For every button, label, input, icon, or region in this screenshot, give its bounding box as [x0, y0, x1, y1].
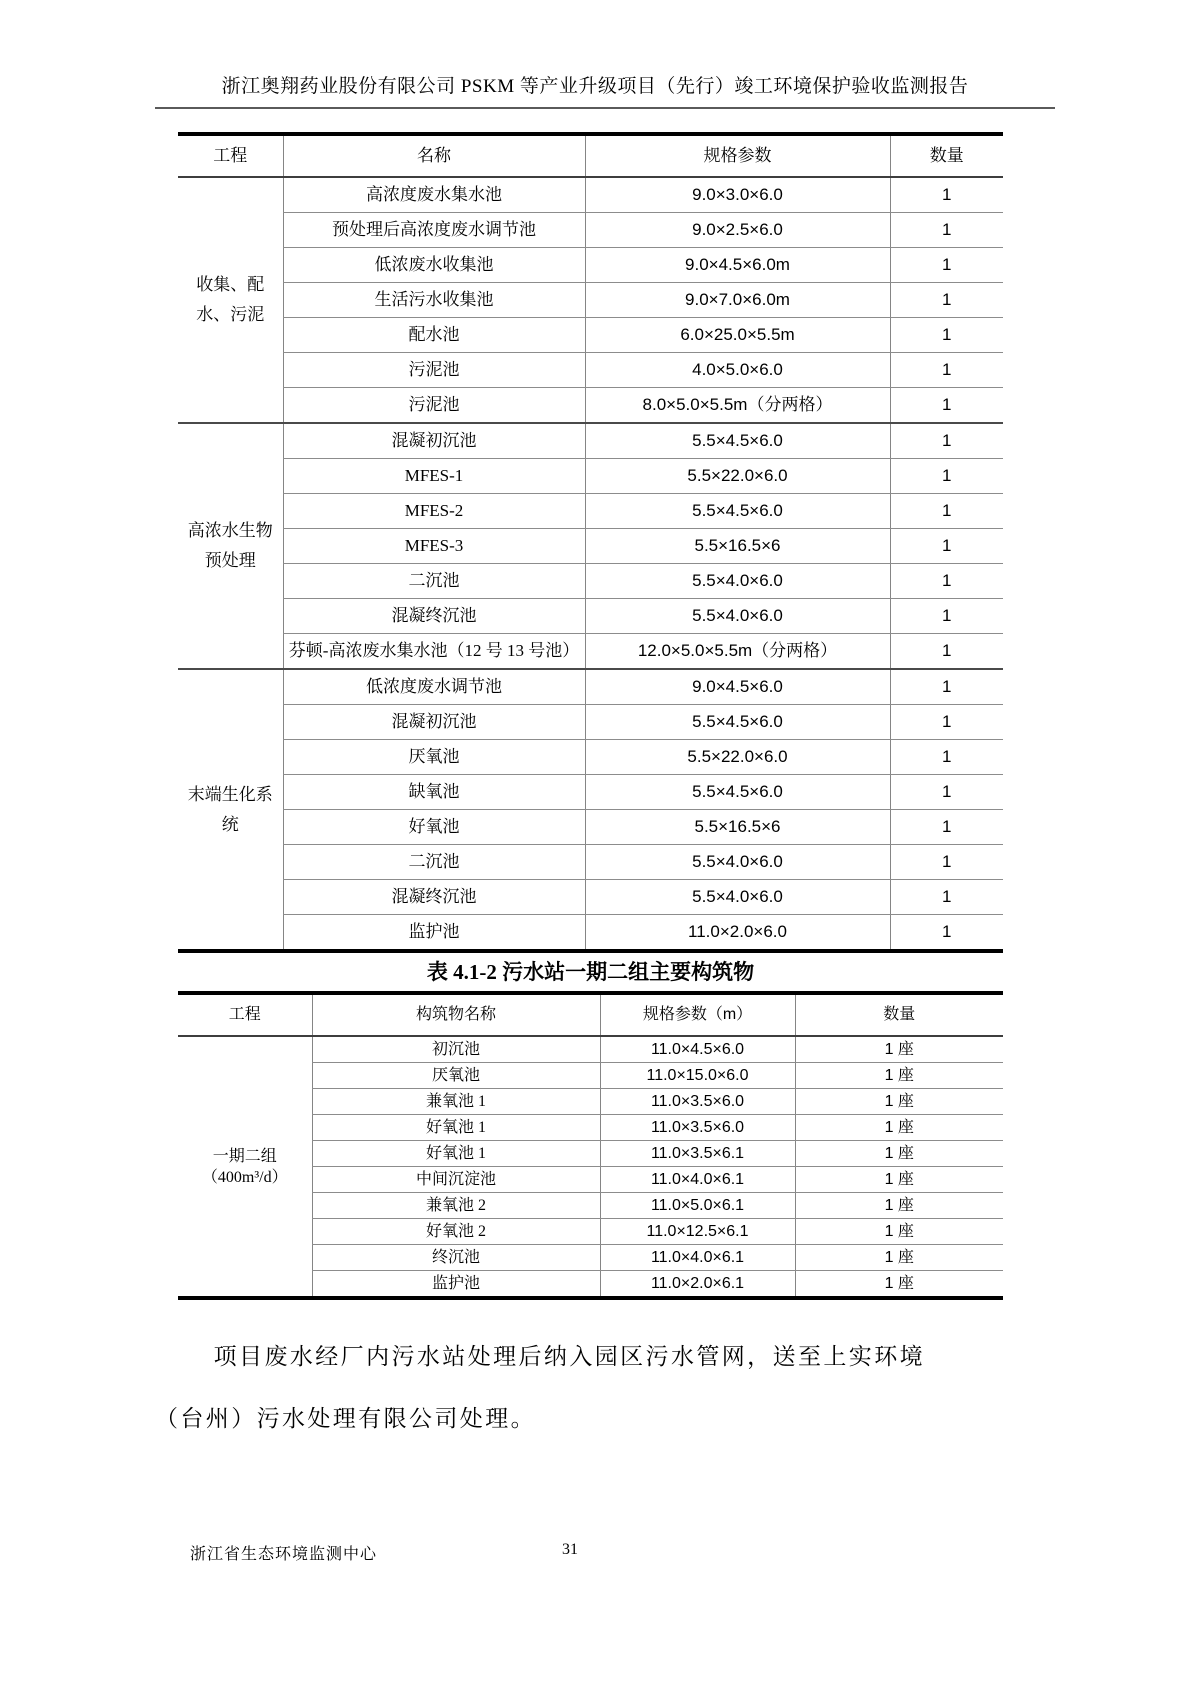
name-cell: 好氧池 1	[312, 1115, 600, 1141]
spec-cell: 11.0×4.0×6.1	[600, 1167, 795, 1193]
page-header-title: 浙江奥翔药业股份有限公司 PSKM 等产业升级项目（先行）竣工环境保护验收监测报告	[221, 76, 969, 97]
table2-title: 表 4.1-2 污水站一期二组主要构筑物	[426, 960, 755, 984]
qty-cell: 1	[890, 845, 1003, 880]
qty-cell: 1	[890, 529, 1003, 564]
spec-cell: 11.0×5.0×6.1	[600, 1193, 795, 1219]
qty-cell: 1	[890, 564, 1003, 599]
name-cell: 缺氧池	[283, 775, 585, 810]
spec-cell: 11.0×3.5×6.0	[600, 1089, 795, 1115]
spec-cell: 6.0×25.0×5.5m	[585, 318, 890, 353]
name-cell: 混凝初沉池	[283, 423, 585, 459]
spec-cell: 11.0×2.0×6.1	[600, 1271, 795, 1299]
spec-cell: 5.5×4.0×6.0	[585, 599, 890, 634]
name-cell: 好氧池	[283, 810, 585, 845]
table-row	[178, 740, 1003, 775]
table-row	[178, 1036, 1003, 1063]
table-row	[178, 283, 1003, 318]
column-header-project: 工程	[178, 134, 283, 177]
spec-cell: 9.0×2.5×6.0	[585, 213, 890, 248]
name-cell: MFES-3	[283, 529, 585, 564]
name-cell: 兼氧池 1	[312, 1089, 600, 1115]
name-cell: 二沉池	[283, 564, 585, 599]
spec-cell: 8.0×5.0×5.5m（分两格）	[585, 388, 890, 424]
name-cell: MFES-1	[283, 459, 585, 494]
spec-cell: 5.5×4.5×6.0	[585, 705, 890, 740]
qty-cell: 1 座	[795, 1063, 1003, 1089]
spec-cell: 9.0×4.5×6.0m	[585, 248, 890, 283]
spec-cell: 12.0×5.0×5.5m（分两格）	[585, 634, 890, 670]
qty-cell: 1	[890, 388, 1003, 424]
spec-cell: 5.5×4.5×6.0	[585, 423, 890, 459]
spec-cell: 5.5×4.0×6.0	[585, 880, 890, 915]
footer-organization: 浙江省生态环境监测中心	[190, 1546, 378, 1563]
table-row	[178, 529, 1003, 564]
qty-cell: 1	[890, 669, 1003, 705]
qty-cell: 1 座	[795, 1115, 1003, 1141]
table-row	[178, 388, 1003, 424]
name-cell: 低浓废水收集池	[283, 248, 585, 283]
spec-cell: 5.5×16.5×6	[585, 529, 890, 564]
qty-cell: 1	[890, 494, 1003, 529]
table-row	[178, 318, 1003, 353]
project-group-label: 末端生化系统	[178, 669, 283, 951]
name-cell: 好氧池 2	[312, 1219, 600, 1245]
qty-cell: 1	[890, 353, 1003, 388]
name-cell: 厌氧池	[283, 740, 585, 775]
spec-cell: 5.5×22.0×6.0	[585, 459, 890, 494]
qty-cell: 1 座	[795, 1036, 1003, 1063]
header-rule	[155, 107, 1055, 109]
table-row	[178, 353, 1003, 388]
column-header-project: 工程	[178, 993, 312, 1036]
qty-cell: 1	[890, 634, 1003, 670]
name-cell: 配水池	[283, 318, 585, 353]
spec-cell: 5.5×4.5×6.0	[585, 494, 890, 529]
table-row	[178, 494, 1003, 529]
table-row	[178, 775, 1003, 810]
qty-cell: 1	[890, 177, 1003, 213]
table-header-row	[178, 134, 1003, 177]
footer-page-number: 31	[562, 1541, 578, 1558]
project-group-label: 高浓水生物预处理	[178, 423, 283, 669]
spec-cell: 9.0×3.0×6.0	[585, 177, 890, 213]
column-header-spec: 规格参数	[585, 134, 890, 177]
table-row	[178, 705, 1003, 740]
table-row	[178, 634, 1003, 670]
spec-cell: 11.0×2.0×6.0	[585, 915, 890, 952]
name-cell: 终沉池	[312, 1245, 600, 1271]
table-row	[178, 248, 1003, 283]
table-row	[178, 213, 1003, 248]
name-cell: 监护池	[283, 915, 585, 952]
spec-cell: 5.5×22.0×6.0	[585, 740, 890, 775]
spec-cell: 11.0×4.0×6.1	[600, 1245, 795, 1271]
name-cell: 兼氧池 2	[312, 1193, 600, 1219]
qty-cell: 1	[890, 915, 1003, 952]
column-header-qty: 数量	[890, 134, 1003, 177]
table-row	[178, 915, 1003, 952]
name-cell: 芬顿-高浓废水集水池（12 号 13 号池）	[283, 634, 585, 670]
table-row	[178, 564, 1003, 599]
qty-cell: 1	[890, 248, 1003, 283]
table-header-row	[178, 993, 1003, 1036]
spec-cell: 5.5×16.5×6	[585, 810, 890, 845]
table-main-structures	[178, 132, 1003, 953]
table-row	[178, 880, 1003, 915]
spec-cell: 11.0×3.5×6.0	[600, 1115, 795, 1141]
spec-cell: 5.5×4.0×6.0	[585, 564, 890, 599]
column-header-spec: 规格参数（m）	[600, 993, 795, 1036]
qty-cell: 1	[890, 775, 1003, 810]
qty-cell: 1	[890, 213, 1003, 248]
qty-cell: 1	[890, 423, 1003, 459]
name-cell: MFES-2	[283, 494, 585, 529]
column-header-qty: 数量	[795, 993, 1003, 1036]
project-group-label: 收集、配水、污泥	[178, 177, 283, 423]
body-paragraph: 项目废水经厂内污水站处理后纳入园区污水管网，送至上实环境（台州）污水处理有限公司处理。	[155, 1344, 925, 1431]
name-cell: 生活污水收集池	[283, 283, 585, 318]
name-cell: 预处理后高浓度废水调节池	[283, 213, 585, 248]
spec-cell: 11.0×15.0×6.0	[600, 1063, 795, 1089]
name-cell: 混凝终沉池	[283, 880, 585, 915]
qty-cell: 1	[890, 459, 1003, 494]
table-row	[178, 845, 1003, 880]
table-row	[178, 423, 1003, 459]
name-cell: 好氧池 1	[312, 1141, 600, 1167]
name-cell: 高浓度废水集水池	[283, 177, 585, 213]
spec-cell: 5.5×4.0×6.0	[585, 845, 890, 880]
spec-cell: 9.0×7.0×6.0m	[585, 283, 890, 318]
column-header-name: 名称	[283, 134, 585, 177]
table-phase1-group2-structures	[178, 991, 1003, 1300]
name-cell: 混凝终沉池	[283, 599, 585, 634]
qty-cell: 1	[890, 283, 1003, 318]
name-cell: 厌氧池	[312, 1063, 600, 1089]
table-row	[178, 810, 1003, 845]
qty-cell: 1	[890, 880, 1003, 915]
qty-cell: 1 座	[795, 1089, 1003, 1115]
qty-cell: 1 座	[795, 1271, 1003, 1299]
qty-cell: 1 座	[795, 1193, 1003, 1219]
spec-cell: 11.0×3.5×6.1	[600, 1141, 795, 1167]
name-cell: 二沉池	[283, 845, 585, 880]
name-cell: 低浓度废水调节池	[283, 669, 585, 705]
column-header-name: 构筑物名称	[312, 993, 600, 1036]
name-cell: 污泥池	[283, 388, 585, 424]
spec-cell: 11.0×12.5×6.1	[600, 1219, 795, 1245]
spec-cell: 11.0×4.5×6.0	[600, 1036, 795, 1063]
qty-cell: 1 座	[795, 1141, 1003, 1167]
name-cell: 污泥池	[283, 353, 585, 388]
qty-cell: 1	[890, 318, 1003, 353]
name-cell: 混凝初沉池	[283, 705, 585, 740]
qty-cell: 1 座	[795, 1167, 1003, 1193]
table-row	[178, 599, 1003, 634]
spec-cell: 4.0×5.0×6.0	[585, 353, 890, 388]
name-cell: 监护池	[312, 1271, 600, 1299]
spec-cell: 5.5×4.5×6.0	[585, 775, 890, 810]
qty-cell: 1	[890, 810, 1003, 845]
project-group-label: 一期二组（400m³/d）	[178, 1036, 312, 1298]
name-cell: 中间沉淀池	[312, 1167, 600, 1193]
name-cell: 初沉池	[312, 1036, 600, 1063]
qty-cell: 1	[890, 740, 1003, 775]
spec-cell: 9.0×4.5×6.0	[585, 669, 890, 705]
qty-cell: 1	[890, 705, 1003, 740]
qty-cell: 1	[890, 599, 1003, 634]
table-row	[178, 177, 1003, 213]
qty-cell: 1 座	[795, 1219, 1003, 1245]
table-row	[178, 459, 1003, 494]
qty-cell: 1 座	[795, 1245, 1003, 1271]
table-row	[178, 669, 1003, 705]
